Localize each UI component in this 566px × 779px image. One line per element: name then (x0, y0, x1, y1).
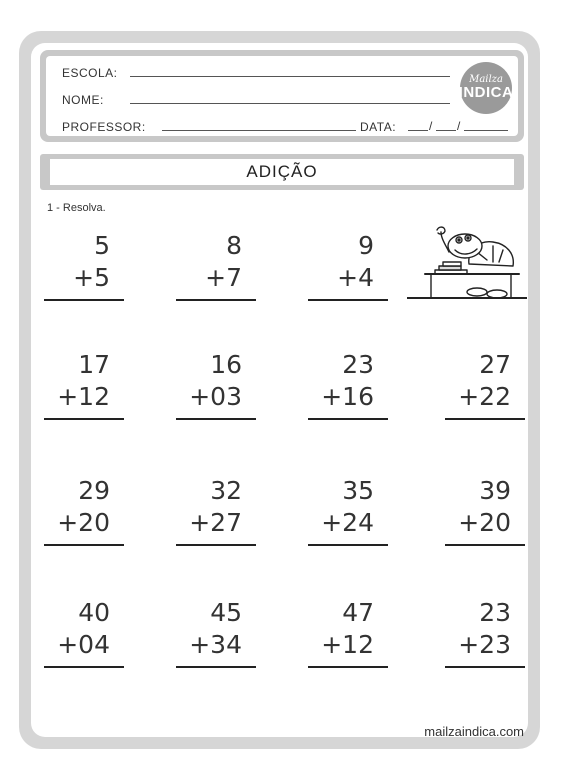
addition-problem (308, 232, 388, 302)
addend-top: 27 (479, 350, 511, 379)
date-label: DATA: (360, 120, 397, 134)
name-label: NOME: (62, 93, 104, 107)
addition-problem (176, 599, 256, 669)
answer-line[interactable] (44, 666, 124, 668)
school-field[interactable] (130, 76, 450, 77)
addend-top: 32 (210, 476, 242, 505)
addend-top: 16 (210, 350, 242, 379)
addend-top: 23 (479, 598, 511, 627)
answer-line[interactable] (308, 666, 388, 668)
addition-problem (44, 599, 124, 669)
addend-top: 29 (78, 476, 110, 505)
addition-problem (308, 351, 388, 421)
answer-line[interactable] (44, 418, 124, 420)
page-title: ADIÇÃO (50, 159, 514, 185)
logo (460, 62, 512, 114)
answer-line[interactable] (176, 666, 256, 668)
addend-bottom: +20 (458, 508, 511, 537)
addition-problem (44, 232, 124, 302)
addend-bottom: +24 (321, 508, 374, 537)
addend-top: 45 (210, 598, 242, 627)
addend-bottom: +34 (189, 630, 242, 659)
addend-bottom: +7 (205, 263, 242, 292)
addend-bottom: +23 (458, 630, 511, 659)
answer-line[interactable] (445, 666, 525, 668)
answer-line[interactable] (176, 299, 256, 301)
addend-bottom: +4 (337, 263, 374, 292)
addend-top: 23 (342, 350, 374, 379)
addend-top: 5 (94, 231, 110, 260)
addition-problem (176, 232, 256, 302)
turtle-at-desk-illustration (407, 222, 527, 302)
addition-problem (176, 351, 256, 421)
logo-text-top: Mailza (469, 74, 503, 85)
addend-bottom: +16 (321, 382, 374, 411)
addend-bottom: +04 (57, 630, 110, 659)
addition-problem (44, 477, 124, 547)
answer-line[interactable] (308, 418, 388, 420)
addition-problem (44, 351, 124, 421)
addend-bottom: +27 (189, 508, 242, 537)
answer-line[interactable] (445, 544, 525, 546)
addition-problem (445, 351, 525, 421)
addition-problem (308, 599, 388, 669)
addition-problem (308, 477, 388, 547)
instruction-text: 1 - Resolva. (47, 202, 106, 214)
teacher-label: PROFESSOR: (62, 120, 146, 134)
addend-bottom: +22 (458, 382, 511, 411)
addend-bottom: +5 (73, 263, 110, 292)
addition-problem (176, 477, 256, 547)
date-day-field[interactable] (408, 130, 428, 131)
date-year-field[interactable] (464, 130, 508, 131)
title-bar (40, 154, 524, 190)
addend-top: 39 (479, 476, 511, 505)
answer-line[interactable] (176, 544, 256, 546)
addend-top: 47 (342, 598, 374, 627)
addend-bottom: +12 (57, 382, 110, 411)
answer-line[interactable] (308, 544, 388, 546)
logo-text-bottom: INDICA (458, 84, 514, 101)
addend-bottom: +03 (189, 382, 242, 411)
addend-top: 8 (226, 231, 242, 260)
date-separator: / (457, 119, 461, 133)
addend-bottom: +20 (57, 508, 110, 537)
answer-line[interactable] (44, 299, 124, 301)
addition-problem (445, 599, 525, 669)
answer-line[interactable] (445, 418, 525, 420)
answer-line[interactable] (176, 418, 256, 420)
addend-top: 9 (358, 231, 374, 260)
name-field[interactable] (130, 103, 450, 104)
date-separator: / (429, 119, 433, 133)
answer-line[interactable] (308, 299, 388, 301)
teacher-field[interactable] (162, 130, 356, 131)
addend-top: 40 (78, 598, 110, 627)
school-label: ESCOLA: (62, 66, 118, 80)
footer-website: mailzaindica.com (424, 724, 524, 739)
date-month-field[interactable] (436, 130, 456, 131)
addend-top: 35 (342, 476, 374, 505)
addend-top: 17 (78, 350, 110, 379)
addition-problem (445, 477, 525, 547)
addend-bottom: +12 (321, 630, 374, 659)
answer-line[interactable] (44, 544, 124, 546)
